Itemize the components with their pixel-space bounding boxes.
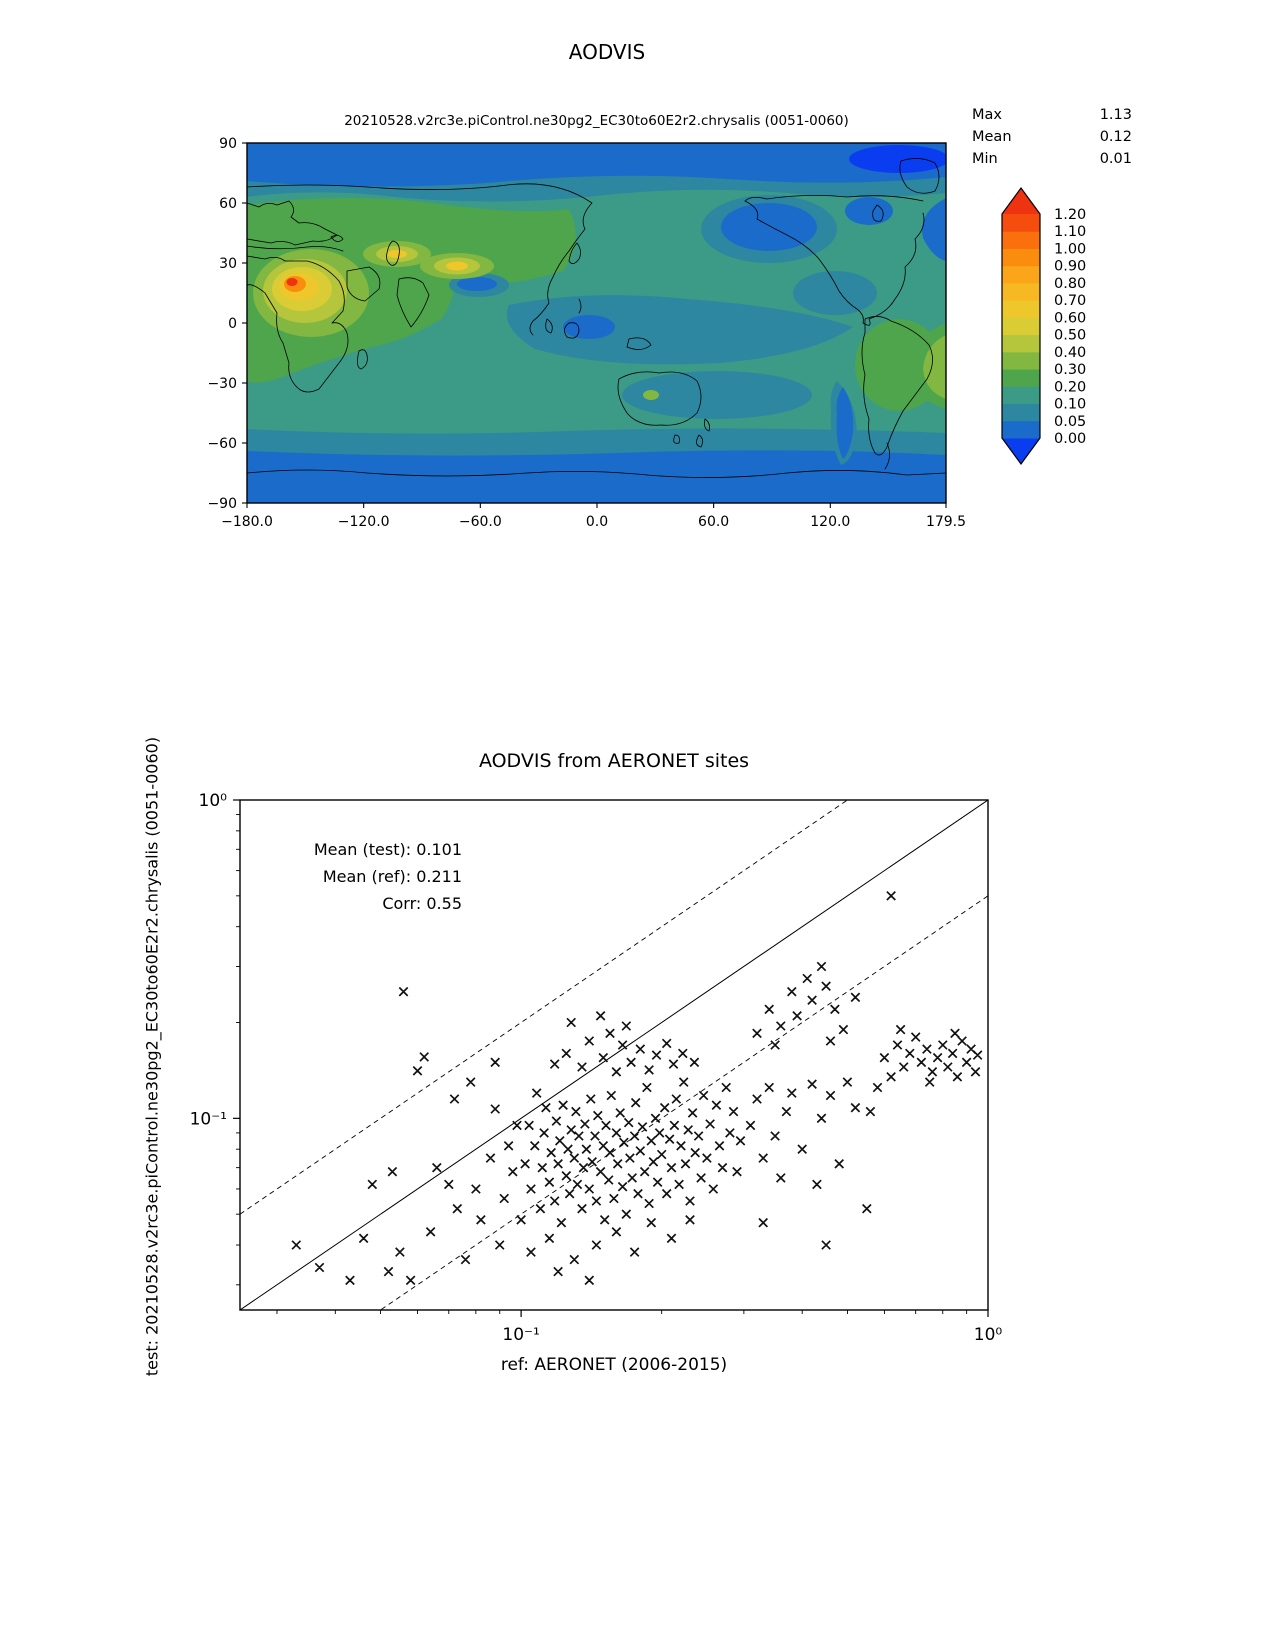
map-x-tick-label: 120.0 [810,514,851,530]
scatter-stat-corr: Corr: 0.55 [382,894,462,913]
scatter-points [292,892,982,1285]
y-major-tick-label: 10⁻¹ [189,1109,227,1130]
colorbar-label: 0.00 [1054,431,1087,447]
map-x-tick-label: −180.0 [221,514,273,530]
colorbar-segment [1002,300,1040,318]
map-title: 20210528.v2rc3e.piControl.ne30pg2_EC30to60E2r2.chrysalis (0051-0060) [344,113,849,129]
x-major-tick-label: 10⁰ [973,1325,1003,1345]
map-x-tick-label: 179.5 [925,514,967,530]
contour-region [446,262,468,271]
map-stat-min [972,148,1132,170]
colorbar [1002,188,1086,464]
x-major-tick-label: 10⁻¹ [502,1325,540,1345]
colorbar-segment [1002,335,1040,353]
colorbar-label: 0.80 [1054,275,1087,292]
map-y-tick-label: 90 [219,136,237,152]
contour-region [845,197,893,225]
scatter-stats-block [240,836,462,917]
scatter-stat-mean-test: Mean (test): 0.101 [313,840,462,859]
colorbar-segment [1002,352,1040,370]
colorbar-over-arrow [1002,188,1040,214]
page-title: AODVIS [568,40,646,64]
map-y-tick-label: 60 [219,196,237,212]
contour-region [287,278,298,286]
colorbar-label: 0.50 [1054,327,1087,344]
scatter-y-axis-label: test: 20210528.v2rc3e.piControl.ne30pg2_EC30to60E2r2.chrysalis (0051-0060) [142,736,162,1377]
colorbar-label: 0.20 [1054,379,1087,396]
mean-value: 0.12 [1099,129,1132,145]
world-map-contours [247,143,949,503]
min-label: Min [972,151,998,167]
colorbar-label: 0.70 [1054,293,1087,310]
colorbar-segment [1002,283,1040,301]
map-y-tick-label: −90 [207,496,237,512]
scatter-title: AODVIS from AERONET sites [478,750,750,772]
colorbar-label: 1.00 [1054,241,1087,258]
colorbar-segment [1002,266,1040,284]
scatter-stat-mean-ref: Mean (ref): 0.211 [322,867,462,886]
max-value: 1.13 [1099,107,1132,123]
colorbar-label: 0.60 [1054,310,1087,327]
contour-region [849,145,949,173]
map-x-tick-label: −120.0 [337,514,390,530]
map-stat-mean [972,126,1132,148]
colorbar-label: 0.10 [1054,396,1087,413]
map-y-tick-label: −30 [207,376,237,392]
map-x-tick-label: −60.0 [458,514,502,530]
colorbar-label: 0.40 [1054,344,1087,361]
colorbar-segment [1002,369,1040,387]
colorbar-label: 1.10 [1054,224,1087,241]
colorbar-segment [1002,421,1040,439]
colorbar-segment [1002,231,1040,249]
colorbar-label: 0.90 [1054,258,1087,275]
map-y-tick-label: 30 [219,256,237,272]
map-stats-block [972,104,1132,170]
max-label: Max [972,107,1002,123]
y-major-tick-label: 10⁰ [198,791,227,811]
map-x-tick-label: 60.0 [698,514,730,530]
scatter-x-axis-label: ref: AERONET (2006-2015) [500,1355,728,1375]
colorbar-segment [1002,317,1040,335]
contour-region [387,250,407,258]
colorbar-segment [1002,386,1040,404]
contour-region [563,315,615,339]
contour-region [457,277,497,291]
colorbar-label: 0.05 [1054,413,1087,430]
contour-region [793,271,877,315]
min-value: 0.01 [1099,151,1132,167]
colorbar-segment [1002,404,1040,422]
ratio-line [240,896,988,1406]
colorbar-under-arrow [1002,438,1040,464]
colorbar-label: 1.20 [1054,207,1087,223]
map-stat-max [972,104,1132,126]
map-y-tick-label: −60 [207,436,237,452]
map-x-tick-label: 0.0 [585,514,609,530]
contour-region [643,390,659,400]
colorbar-label: 0.30 [1054,362,1087,379]
map-y-tick-label: 0 [228,316,237,332]
mean-label: Mean [972,129,1012,145]
colorbar-segment [1002,248,1040,266]
colorbar-segment [1002,214,1040,232]
